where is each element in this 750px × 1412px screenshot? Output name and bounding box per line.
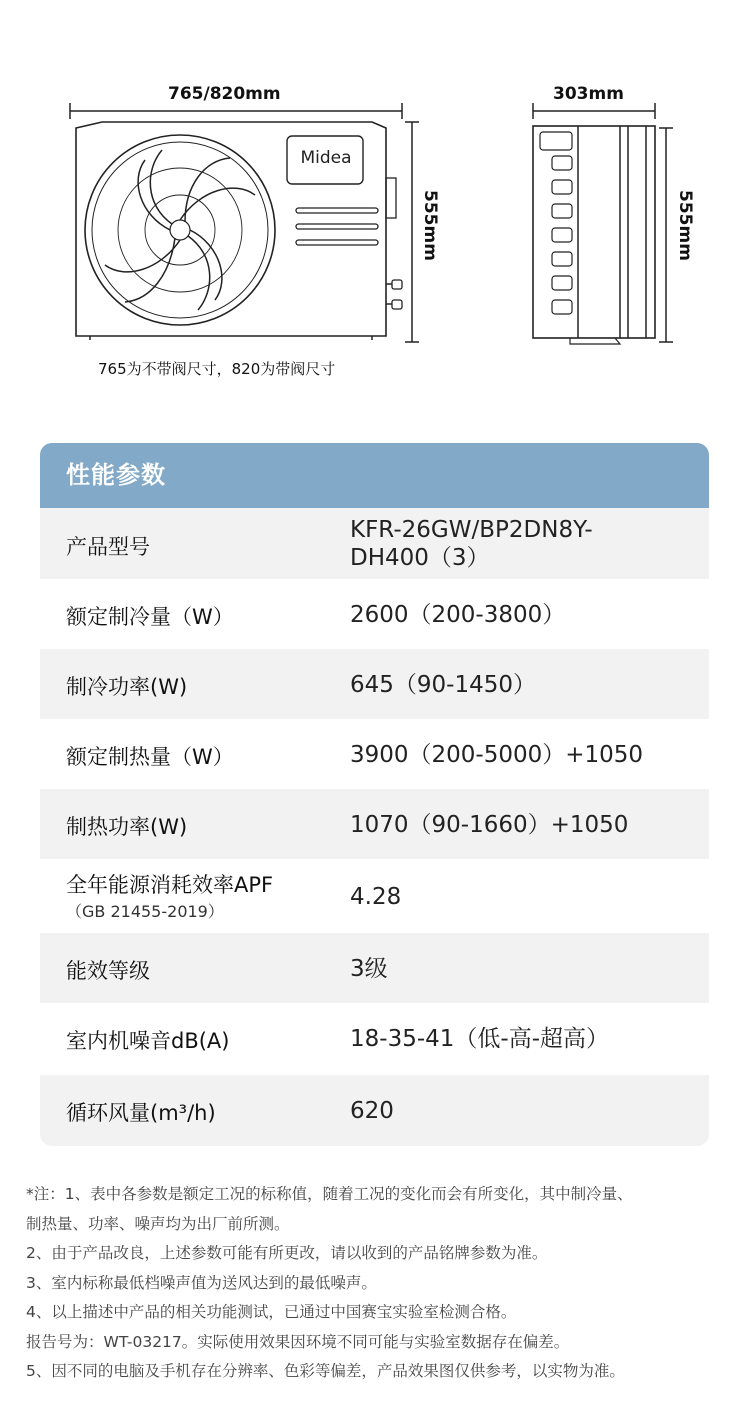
row-label-sub: （GB 21455-2019） <box>66 902 224 921</box>
row-value: 3900（200-5000）+1050 <box>350 742 644 768</box>
row-value: 18-35-41（低-高-超高） <box>350 1026 609 1052</box>
row-value: 645（90-1450） <box>350 672 536 698</box>
spec-row-efficiency-grade <box>40 933 709 1003</box>
spec-row-apf <box>40 859 709 933</box>
row-value: 4.28 <box>350 884 402 910</box>
note-line: 制热量、功率、噪声均为出厂前所测。 <box>26 1214 290 1233</box>
row-value-line1: KFR-26GW/BP2DN8Y- <box>350 517 593 543</box>
note-line: 4、以上描述中产品的相关功能测试，已通过中国赛宝实验室检测合格。 <box>26 1303 517 1321</box>
row-label: 室内机噪音dB(A) <box>66 1029 230 1053</box>
row-value: 620 <box>350 1098 394 1124</box>
row-value: 1070（90-1660）+1050 <box>350 812 629 838</box>
note-line: 2、由于产品改良，上述参数可能有所更改，请以收到的产品铭牌参数为准。 <box>26 1244 548 1262</box>
row-label: 制冷功率(W) <box>66 675 188 699</box>
outdoor-unit-drawing <box>0 0 750 410</box>
spec-row-cooling-power <box>40 649 709 719</box>
row-value <box>350 516 593 572</box>
front-height-label: 555mm <box>420 190 440 261</box>
row-label-main: 全年能源消耗效率APF <box>66 873 274 897</box>
row-label: 能效等级 <box>66 959 150 983</box>
spec-table <box>40 443 709 1146</box>
dimension-diagrams <box>0 0 750 410</box>
spec-row-cooling-capacity <box>40 579 709 649</box>
row-value: 2600（200-3800） <box>350 602 566 628</box>
dimension-caption: 765为不带阀尺寸，820为带阀尺寸 <box>98 360 336 378</box>
row-label: 额定制热量（W） <box>66 745 234 769</box>
spec-row-model <box>40 508 709 579</box>
row-value: 3级 <box>350 956 388 982</box>
side-depth-label: 303mm <box>553 84 624 104</box>
note-line: 5、因不同的电脑及手机存在分辨率、色彩等偏差，产品效果图仅供参考，以实物为准。 <box>26 1362 625 1380</box>
row-label: 额定制冷量（W） <box>66 605 234 629</box>
midea-logo: Midea <box>300 148 352 168</box>
spec-row-heating-power <box>40 789 709 859</box>
spec-row-heating-capacity <box>40 719 709 789</box>
row-label: 循环风量(m³/h) <box>66 1101 216 1125</box>
row-value-line2: DH400（3） <box>350 545 490 571</box>
row-label <box>66 869 273 922</box>
spec-row-airflow <box>40 1075 709 1146</box>
note-line: 3、室内标称最低档噪声值为送风达到的最低噪声。 <box>26 1273 377 1292</box>
spec-row-noise <box>40 1003 709 1075</box>
note-line: *注：1、表中各参数是额定工况的标称值，随着工况的变化而会有所变化，其中制冷量、 <box>26 1185 633 1203</box>
row-label: 制热功率(W) <box>66 815 188 839</box>
front-width-label: 765/820mm <box>168 84 281 104</box>
side-height-label: 555mm <box>675 190 695 261</box>
note-line: 报告号为：WT-03217。实际使用效果因环境不同可能与实验室数据存在偏差。 <box>26 1332 570 1351</box>
row-label: 产品型号 <box>66 535 150 559</box>
footnotes <box>26 1180 726 1387</box>
spec-table-title: 性能参数 <box>40 443 709 508</box>
